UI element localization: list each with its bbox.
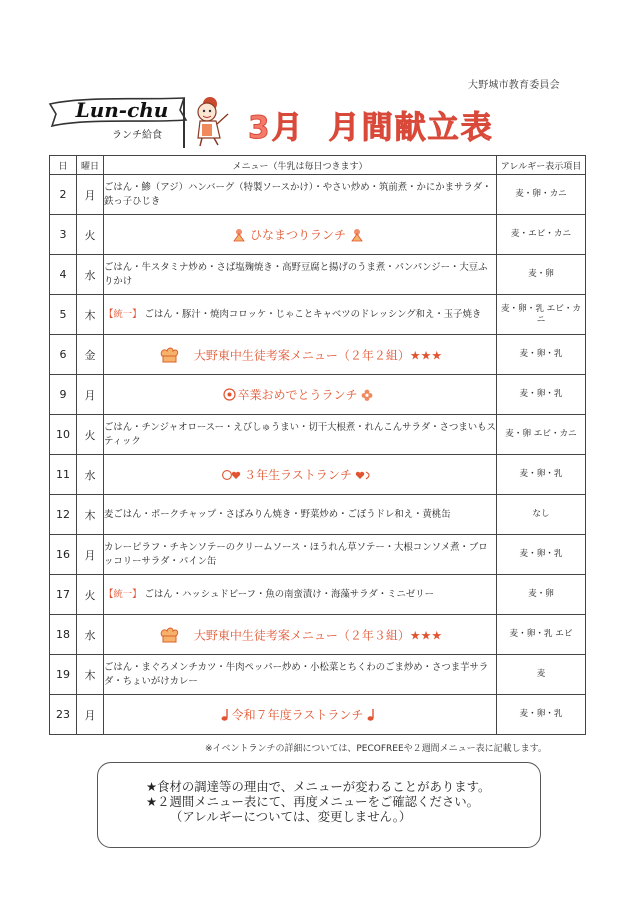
footnote: ※イベントランチの詳細については、PECOFREEや２週間メニュー表に記載します。: [205, 744, 547, 754]
row-event: [104, 695, 497, 735]
event-title: 令和７年度ラストランチ: [231, 708, 364, 722]
row-day: 4: [50, 255, 77, 295]
table-row: [50, 175, 586, 215]
row-weekday: 月: [77, 175, 104, 215]
chef-hat-icon: [158, 626, 180, 644]
row-weekday: 木: [77, 495, 104, 535]
chef-hat-icon: [158, 346, 180, 364]
row-event: [104, 455, 497, 495]
table-row: [50, 375, 586, 415]
row-day: 18: [50, 615, 77, 655]
row-menu: カレーピラフ・チキンソテーのクリームソース・ほうれん草ソテー・大根コンソメ煮・ブロッコリーサラダ・パイン缶: [104, 535, 497, 575]
row-weekday: 月: [77, 695, 104, 735]
menu-text: ごはん・豚汁・焼肉コロッケ・じゃことキャベツのドレッシング和え・玉子焼き: [144, 308, 482, 320]
row-allergy: 麦・卵: [497, 255, 586, 295]
table-row: [50, 215, 586, 255]
menu-text: ごはん・ハッシュドビーフ・魚の南蛮漬け・海藻サラダ・ミニゼリー: [144, 588, 435, 600]
event-title: 卒業おめでとうランチ: [237, 388, 358, 402]
table-row: [50, 255, 586, 295]
row-event: [104, 375, 497, 415]
col-header-allergy: アレルギー表示項目: [497, 156, 586, 175]
organization-name: 大野城市教育委員会: [468, 80, 560, 91]
table-row: [50, 655, 586, 695]
notice-line-1: ★食材の調達等の理由で、メニューが変わることがあります。: [146, 779, 491, 794]
row-weekday: 水: [77, 455, 104, 495]
row-event: [104, 335, 497, 375]
unified-tag: 【統一】: [104, 588, 142, 600]
table-row: [50, 695, 586, 735]
row-day: 3: [50, 215, 77, 255]
row-weekday: 火: [77, 215, 104, 255]
row-allergy: 麦・卵・乳: [497, 335, 586, 375]
notice-line-2: ★２週間メニュー表にて、再度メニューをご確認ください。: [146, 794, 480, 809]
col-header-weekday: 曜日: [77, 156, 104, 175]
row-day: 16: [50, 535, 77, 575]
logo-text: Lun-chu: [75, 98, 169, 122]
music-note-icon: [219, 708, 231, 722]
row-menu: [104, 295, 497, 335]
row-allergy: 麦・卵・乳 エビ・カニ: [497, 295, 586, 335]
row-weekday: 水: [77, 255, 104, 295]
notice-box: [97, 762, 541, 848]
row-weekday: 木: [77, 295, 104, 335]
row-day: 23: [50, 695, 77, 735]
table-row: [50, 575, 586, 615]
row-allergy: 麦: [497, 655, 586, 695]
table-row: [50, 415, 586, 455]
flower-icon: [361, 389, 373, 401]
row-menu: 麦ごはん・ポークチャップ・さばみりん焼き・野菜炒め・ごぼうドレ和え・黄桃缶: [104, 495, 497, 535]
row-day: 12: [50, 495, 77, 535]
hina-doll-icon: [350, 228, 364, 242]
row-allergy: 麦・卵・乳: [497, 455, 586, 495]
row-allergy: 麦・卵・カニ: [497, 175, 586, 215]
row-weekday: 火: [77, 415, 104, 455]
chef-mascot-icon: [190, 92, 238, 148]
row-day: 19: [50, 655, 77, 695]
row-day: 6: [50, 335, 77, 375]
page-title: [248, 102, 494, 147]
table-row: [50, 615, 586, 655]
menu-table: [49, 155, 586, 735]
table-row: [50, 535, 586, 575]
row-allergy: 麦・エビ・カニ: [497, 215, 586, 255]
row-allergy: 麦・卵 エビ・カニ: [497, 415, 586, 455]
row-menu: ごはん・牛スタミナ炒め・さば塩麹焼き・高野豆腐と揚げのうま煮・パンパンジー・大豆ふりかけ: [104, 255, 497, 295]
row-menu: ごはん・チンジャオロースー・えびしゅうまい・切干大根煮・れんこんサラダ・さつまいもスティック: [104, 415, 497, 455]
row-allergy: 麦・卵・乳: [497, 535, 586, 575]
col-header-menu: メニュー（牛乳は毎日つきます）: [104, 156, 497, 175]
row-day: 5: [50, 295, 77, 335]
row-menu: ごはん・まぐろメンチカツ・牛肉ペッパー炒め・小松菜とちくわのごま炒め・さつま芋サラダ・ちょいがけカレー: [104, 655, 497, 695]
row-event: [104, 615, 497, 655]
row-weekday: 火: [77, 575, 104, 615]
row-weekday: 水: [77, 615, 104, 655]
music-note-icon: [365, 708, 377, 722]
event-title: 大野東中生徒考案メニュー（２年２組）★★★: [193, 348, 443, 362]
row-menu: [104, 575, 497, 615]
table-row: [50, 335, 586, 375]
row-day: 11: [50, 455, 77, 495]
row-day: 2: [50, 175, 77, 215]
event-title: ひなまつりランチ: [249, 228, 346, 242]
row-day: 10: [50, 415, 77, 455]
logo-subtitle: ランチ給食: [112, 130, 162, 141]
title-month: 3月: [248, 110, 305, 146]
row-event: [104, 215, 497, 255]
row-allergy: 麦・卵: [497, 575, 586, 615]
table-row: [50, 455, 586, 495]
table-row: [50, 495, 586, 535]
lunchu-logo: [46, 96, 206, 148]
graduation-icon: [223, 388, 236, 401]
row-allergy: 麦・卵・乳 エビ: [497, 615, 586, 655]
heart-icon: [354, 469, 374, 481]
row-allergy: なし: [497, 495, 586, 535]
unified-tag: 【統一】: [104, 308, 142, 320]
row-weekday: 月: [77, 535, 104, 575]
table-header-row: [50, 156, 586, 175]
title-main: 月間献立表: [328, 110, 494, 146]
row-weekday: 木: [77, 655, 104, 695]
event-title: 大野東中生徒考案メニュー（２年３組）★★★: [193, 628, 443, 642]
notice-line-3: （アレルギーについては、変更しません。）: [170, 809, 412, 824]
row-weekday: 月: [77, 375, 104, 415]
row-day: 17: [50, 575, 77, 615]
row-allergy: 麦・卵・乳: [497, 375, 586, 415]
table-row: [50, 295, 586, 335]
row-menu: ごはん・鯵（アジ）ハンバーグ（特製ソースかけ）・やさい炒め・筑前煮・かにかまサラダ・鉄っ子ひじき: [104, 175, 497, 215]
row-allergy: 麦・卵・乳: [497, 695, 586, 735]
heart-icon: [222, 469, 242, 481]
row-day: 9: [50, 375, 77, 415]
hina-doll-icon: [232, 228, 246, 242]
event-title: ３年生ラストランチ: [244, 468, 352, 482]
col-header-day: 日: [50, 156, 77, 175]
row-weekday: 金: [77, 335, 104, 375]
